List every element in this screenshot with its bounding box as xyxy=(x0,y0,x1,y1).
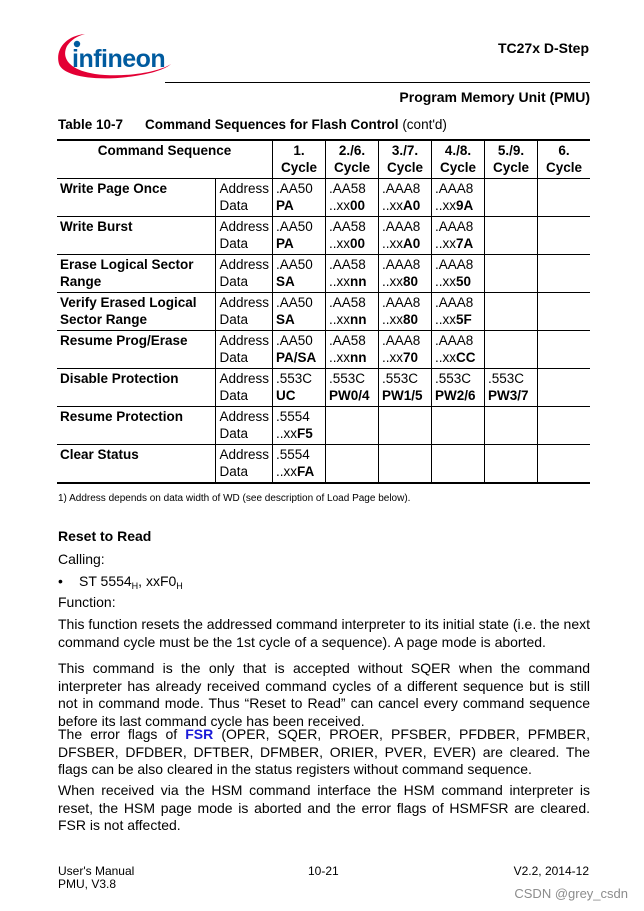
row-kind-labels: Address Data xyxy=(216,293,273,331)
command-name: Verify Erased Logical Sector Range xyxy=(57,293,216,331)
table-caption-suffix: (cont'd) xyxy=(402,117,447,132)
cycle-cell xyxy=(326,407,379,445)
cycle-cell: .5554 ..xxF5 xyxy=(273,407,326,445)
cycle-cell: .AA50 SA xyxy=(273,255,326,293)
footer-page-number: 10-21 xyxy=(308,864,339,878)
command-name: Resume Protection xyxy=(57,407,216,445)
command-name: Disable Protection xyxy=(57,369,216,407)
table-row xyxy=(57,179,590,217)
cycle-cell xyxy=(485,255,538,293)
cycle-cell: .AA50 PA xyxy=(273,179,326,217)
table-row xyxy=(57,331,590,369)
row-kind-labels: Address Data xyxy=(216,407,273,445)
command-sequence-table xyxy=(57,139,590,484)
row-kind-labels: Address Data xyxy=(216,217,273,255)
cycle-cell xyxy=(538,331,591,369)
cycle-cell xyxy=(432,445,485,484)
header-cycle-6: 6. Cycle xyxy=(538,140,591,179)
svg-text:infineon: infineon xyxy=(72,45,166,73)
command-name: Write Page Once xyxy=(57,179,216,217)
cycle-cell: .AAA8 ..xxCC xyxy=(432,331,485,369)
paragraph-1: This function resets the addressed command interpreter to its initial state (i.e. the next command cycle must be the 1st cycle of a sequence). A page mode is aborted. xyxy=(58,616,590,650)
cycle-cell: .553C PW3/7 xyxy=(485,369,538,407)
cycle-cell: .AAA8 ..xx80 xyxy=(379,293,432,331)
infineon-logo xyxy=(55,30,173,82)
cycle-cell: .AA58 ..xxnn xyxy=(326,255,379,293)
paragraph-4: When received via the HSM command interface the HSM command interpreter is reset, the HSM page mode is aborted and the error flags of HSMFSR are cleared. FSR is not affected. xyxy=(58,782,590,833)
cycle-cell: .553C PW0/4 xyxy=(326,369,379,407)
cycle-cell xyxy=(538,445,591,484)
cycle-cell xyxy=(538,293,591,331)
cycle-cell: .AA58 ..xx00 xyxy=(326,217,379,255)
cycle-cell: .553C PW1/5 xyxy=(379,369,432,407)
cycle-cell: .AAA8 ..xx50 xyxy=(432,255,485,293)
cycle-cell xyxy=(379,445,432,484)
table-caption xyxy=(58,117,447,132)
cycle-cell xyxy=(485,331,538,369)
cycle-cell: .AA50 PA xyxy=(273,217,326,255)
cycle-cell xyxy=(538,179,591,217)
table-row xyxy=(57,255,590,293)
row-kind-labels: Address Data xyxy=(216,179,273,217)
cycle-cell xyxy=(379,407,432,445)
command-name: Resume Prog/Erase xyxy=(57,331,216,369)
calling-label: Calling: xyxy=(58,551,105,567)
cycle-cell xyxy=(326,445,379,484)
table-row xyxy=(57,369,590,407)
watermark: CSDN @grey_csdn xyxy=(514,886,628,901)
table-row xyxy=(57,445,590,484)
cycle-cell: .AAA8 ..xx5F xyxy=(432,293,485,331)
header-divider xyxy=(165,82,590,83)
fsr-link[interactable]: FSR xyxy=(185,726,214,742)
cycle-cell: .AAA8 ..xx80 xyxy=(379,255,432,293)
paragraph-3: The error flags of FSR (OPER, SQER, PROER, PFSBER, PFDBER, PFMBER, DFSBER, DFDBER, DFTBER, DFMBER, ORIER, PVER, EVER) are cleared. The flags can be also cleared in the status registers without command sequence. xyxy=(58,726,590,777)
cycle-cell xyxy=(485,407,538,445)
cycle-cell: .AA58 ..xxnn xyxy=(326,331,379,369)
cycle-cell xyxy=(485,217,538,255)
section-heading-reset-to-read: Reset to Read xyxy=(58,528,152,544)
table-row xyxy=(57,407,590,445)
section-title: Program Memory Unit (PMU) xyxy=(399,89,590,105)
table-header-row xyxy=(57,140,590,179)
table-row xyxy=(57,217,590,255)
row-kind-labels: Address Data xyxy=(216,331,273,369)
table-number: Table 10-7 xyxy=(58,117,124,132)
cycle-cell xyxy=(538,369,591,407)
document-title: TC27x D-Step xyxy=(497,40,589,56)
command-name: Clear Status xyxy=(57,445,216,484)
cycle-cell xyxy=(538,407,591,445)
row-kind-labels: Address Data xyxy=(216,369,273,407)
cycle-cell xyxy=(485,293,538,331)
cycle-cell: .553C UC xyxy=(273,369,326,407)
cycle-cell: .AA58 ..xx00 xyxy=(326,179,379,217)
header-cycle-2-6: 2./6. Cycle xyxy=(326,140,379,179)
footer-version: V2.2, 2014-12 xyxy=(513,864,589,878)
table-title: Command Sequences for Flash Control xyxy=(145,117,399,132)
cycle-cell: .AA50 PA/SA xyxy=(273,331,326,369)
infineon-logo-icon xyxy=(55,30,173,82)
cycle-cell xyxy=(485,179,538,217)
table-row xyxy=(57,293,590,331)
cycle-cell xyxy=(538,217,591,255)
header-command-sequence: Command Sequence xyxy=(57,140,273,179)
table-body xyxy=(57,179,590,484)
header-cycle-3-7: 3./7. Cycle xyxy=(379,140,432,179)
cycle-cell xyxy=(538,255,591,293)
header-cycle-5-9: 5./9. Cycle xyxy=(485,140,538,179)
calling-bullet: • ST $5554_H$, $xxF0_H$ xyxy=(58,573,183,591)
paragraph-2: This command is the only that is accepted without SQER when the command interpreter has already received command cycles of a different sequence but is still not in command mode. Thus “Reset to Read” can cancel every command sequence before its last command cycle has been received. xyxy=(58,660,590,729)
cycle-cell: .AAA8 ..xxA0 xyxy=(379,179,432,217)
function-label: Function: xyxy=(58,594,116,610)
cycle-cell xyxy=(432,407,485,445)
command-name: Erase Logical Sector Range xyxy=(57,255,216,293)
table-footnote: 1) Address depends on data width of WD (see description of Load Page below). xyxy=(58,493,411,504)
cycle-cell xyxy=(485,445,538,484)
row-kind-labels: Address Data xyxy=(216,445,273,484)
cycle-cell: .553C PW2/6 xyxy=(432,369,485,407)
cycle-cell: .5554 ..xxFA xyxy=(273,445,326,484)
cycle-cell: .AA58 ..xxnn xyxy=(326,293,379,331)
header-cycle-4-8: 4./8. Cycle xyxy=(432,140,485,179)
footer-manual-info: User's Manual PMU, V3.8 xyxy=(58,864,135,891)
cycle-cell: .AAA8 ..xx9A xyxy=(432,179,485,217)
header-cycle-1: 1. Cycle xyxy=(273,140,326,179)
cycle-cell: .AAA8 ..xxA0 xyxy=(379,217,432,255)
bullet-icon: • xyxy=(58,573,63,589)
cycle-cell: .AAA8 ..xx70 xyxy=(379,331,432,369)
command-name: Write Burst xyxy=(57,217,216,255)
cycle-cell: .AAA8 ..xx7A xyxy=(432,217,485,255)
row-kind-labels: Address Data xyxy=(216,255,273,293)
cycle-cell: .AA50 SA xyxy=(273,293,326,331)
